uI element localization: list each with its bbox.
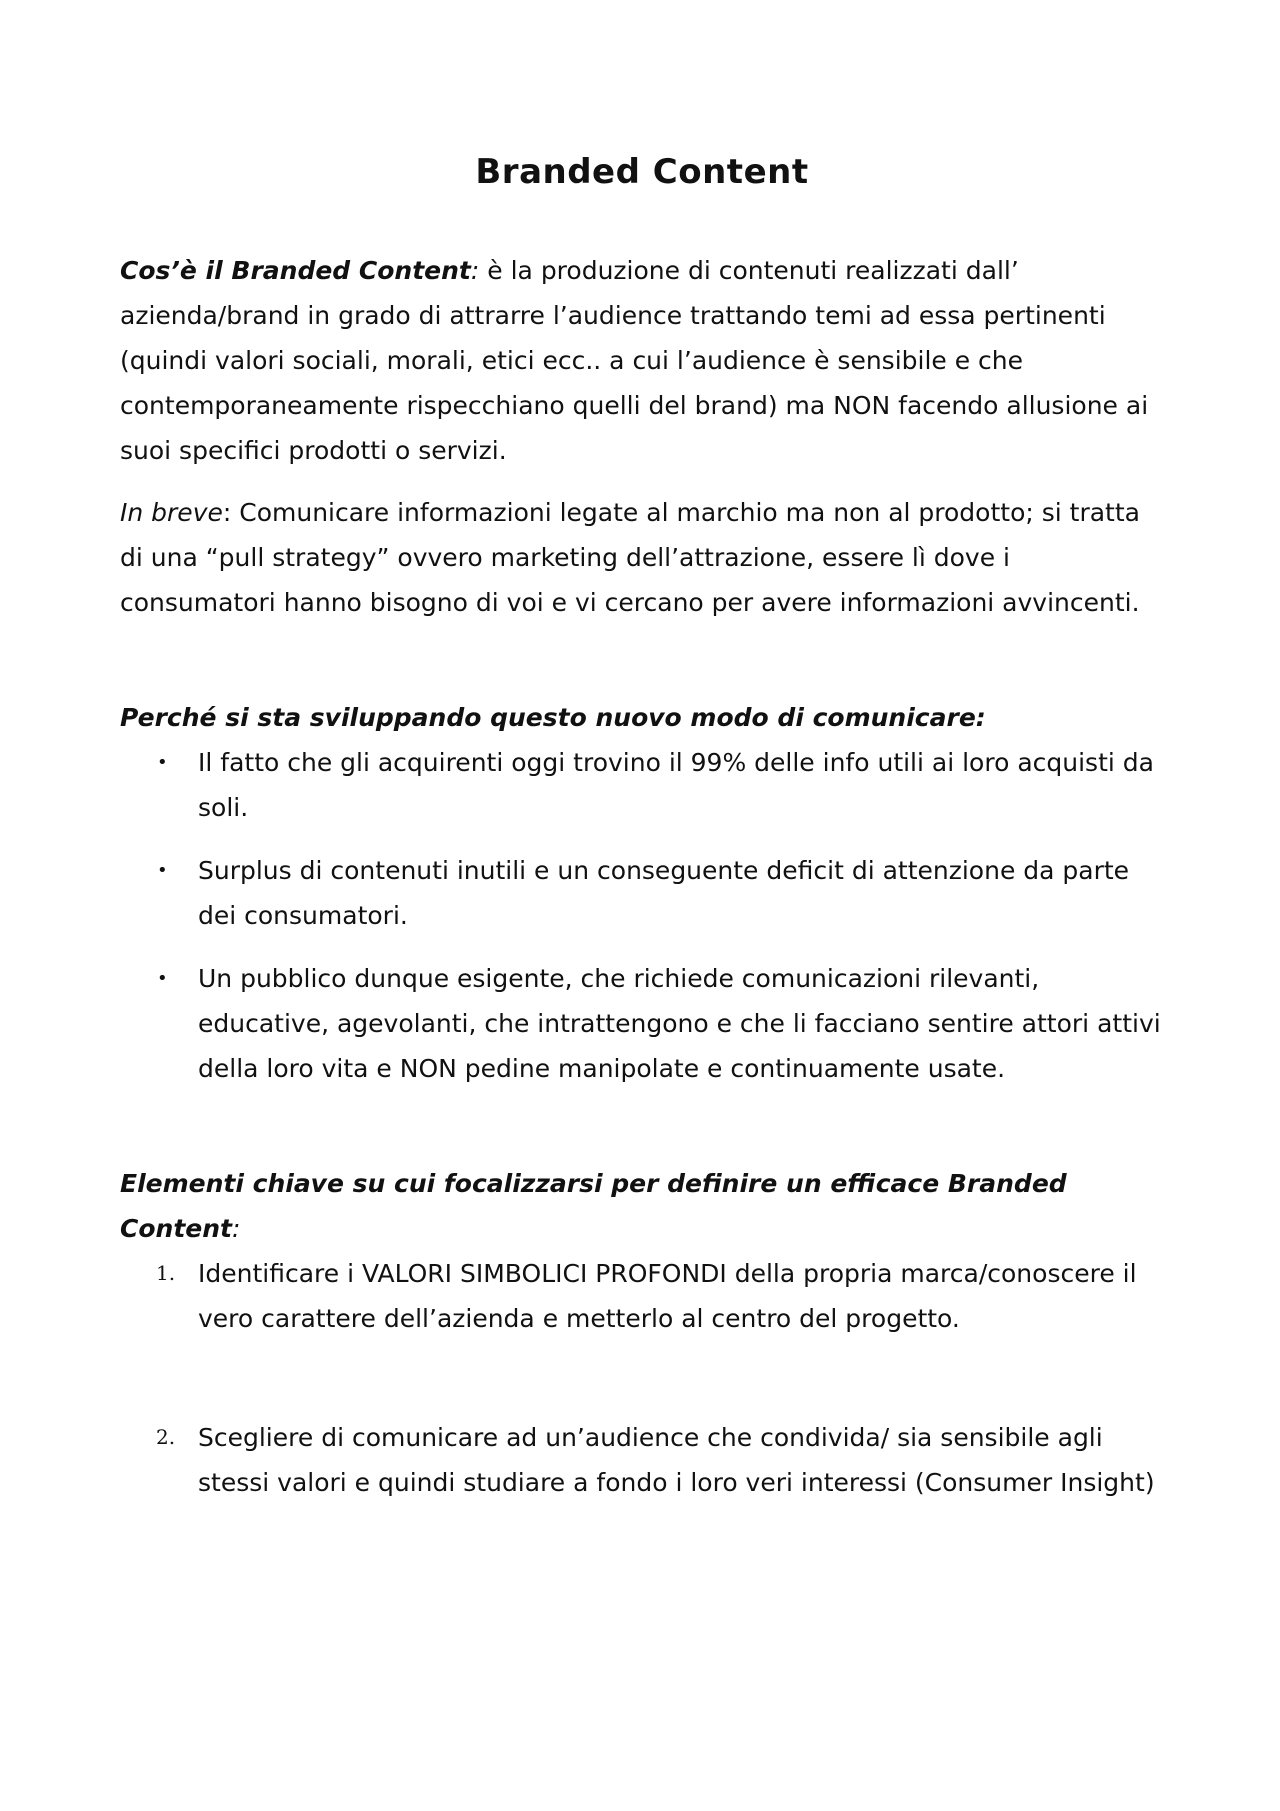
list-item-text: Un pubblico dunque esigente, che richiede comunicazioni rilevanti, educative, agevolanti, che intrattengono e che li facciano sentire attori attivi della loro vita e NON pedine manipolate e continuamente usate. <box>198 964 1161 1083</box>
breve-label: In breve <box>120 498 223 527</box>
bullet-icon: • <box>157 860 168 881</box>
list-item-text: Surplus di contenuti inutili e un conseguente deficit di attenzione da parte dei consumatori. <box>198 856 1130 930</box>
list-item-text: Identificare i VALORI SIMBOLICI PROFONDI della propria marca/conoscere il vero carattere dell’azienda e metterlo al centro del progetto. <box>198 1259 1137 1333</box>
keys-heading-text: Elementi chiave su cui focalizzarsi per definire un efficace Branded Content <box>120 1169 1067 1243</box>
intro-label: Cos’è il Branded Content <box>120 256 471 285</box>
list-number: 2. <box>156 1425 176 1449</box>
list-item <box>120 956 1164 1091</box>
document-title: Branded Content <box>475 152 809 192</box>
list-item-text: Il fatto che gli acquirenti oggi trovino il 99% delle info utili ai loro acquisti da soli. <box>198 748 1154 822</box>
breve-paragraph <box>120 490 1164 625</box>
list-item <box>120 740 1164 830</box>
list-item <box>120 848 1164 938</box>
bullet-icon: • <box>157 968 168 989</box>
intro-colon: : <box>470 256 480 285</box>
bullet-icon: • <box>157 752 168 773</box>
keys-heading-colon: : <box>231 1214 241 1243</box>
why-heading: Perché si sta sviluppando questo nuovo modo di comunicare: <box>120 703 986 732</box>
keys-list <box>120 1251 1164 1505</box>
keys-heading <box>120 1161 1164 1251</box>
intro-paragraph <box>120 248 1164 473</box>
list-item <box>120 1251 1164 1341</box>
list-number: 1. <box>156 1261 176 1285</box>
why-list <box>120 740 1164 1091</box>
breve-text: : Comunicare informazioni legate al marchio ma non al prodotto; si tratta di una “pull strategy” ovvero marketing dell’attrazione, essere lì dove i consumatori hanno bisogno di voi e vi cercano per avere informazioni avvincenti. <box>120 498 1140 617</box>
intro-text: è la produzione di contenuti realizzati dall’ azienda/brand in grado di attrarre l’audience trattando temi ad essa pertinenti (quindi valori sociali, morali, etici ecc.. a cui l’audience è sensibile e che contemporaneamente rispecchiano quelli del brand) ma NON facendo allusione ai suoi specifici prodotti o servizi. <box>120 256 1149 465</box>
list-item-text: Scegliere di comunicare ad un’audience che condivida/ sia sensibile agli stessi valori e quindi studiare a fondo i loro veri interessi (Consumer Insight) <box>198 1423 1155 1497</box>
list-item <box>120 1415 1164 1505</box>
